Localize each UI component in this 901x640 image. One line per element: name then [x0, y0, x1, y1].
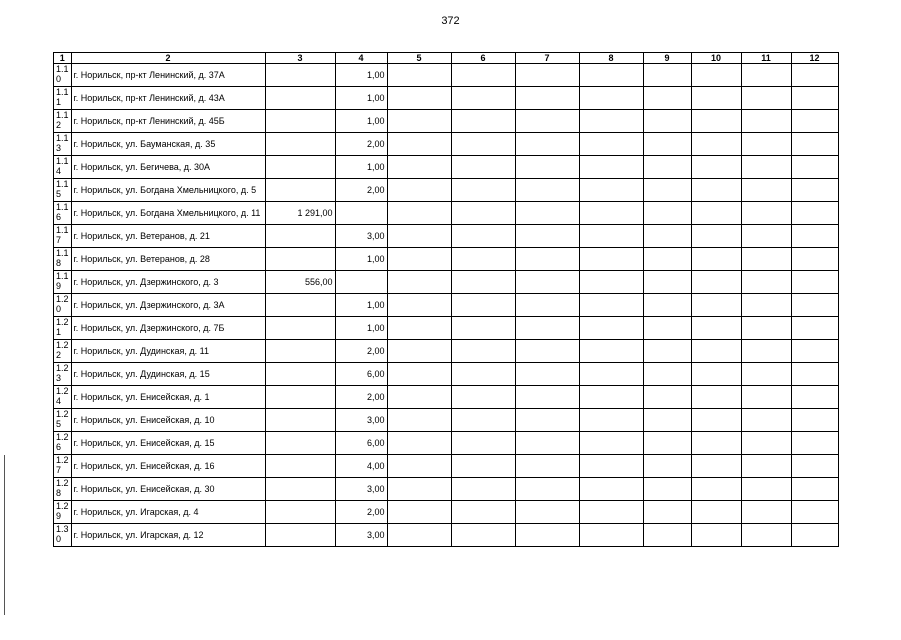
empty-cell-col-5 — [387, 363, 451, 386]
column-4-value — [335, 271, 387, 294]
address-cell: г. Норильск, ул. Дзержинского, д. 3А — [71, 294, 265, 317]
empty-cell-col-5 — [387, 409, 451, 432]
column-4-value: 3,00 — [335, 524, 387, 547]
empty-cell-col-12 — [791, 87, 838, 110]
empty-cell-col-12 — [791, 432, 838, 455]
empty-cell-col-7 — [515, 64, 579, 87]
address-cell: г. Норильск, ул. Игарская, д. 4 — [71, 501, 265, 524]
address-cell: г. Норильск, пр-кт Ленинский, д. 37А — [71, 64, 265, 87]
empty-cell-col-10 — [691, 317, 741, 340]
address-cell: г. Норильск, ул. Богдана Хмельницкого, д. 11 — [71, 202, 265, 225]
empty-cell-col-10 — [691, 179, 741, 202]
empty-cell-col-10 — [691, 455, 741, 478]
empty-cell-col-8 — [579, 363, 643, 386]
empty-cell-col-9 — [643, 271, 691, 294]
column-4-value: 1,00 — [335, 248, 387, 271]
empty-cell-col-12 — [791, 156, 838, 179]
empty-cell-col-6 — [451, 340, 515, 363]
row-number: 1.1 3 — [54, 133, 72, 156]
empty-cell-col-10 — [691, 340, 741, 363]
empty-cell-col-7 — [515, 363, 579, 386]
empty-cell-col-8 — [579, 202, 643, 225]
empty-cell-col-6 — [451, 110, 515, 133]
empty-cell-col-11 — [741, 64, 791, 87]
empty-cell-col-9 — [643, 133, 691, 156]
empty-cell-col-7 — [515, 133, 579, 156]
empty-cell-col-12 — [791, 478, 838, 501]
empty-cell-col-5 — [387, 455, 451, 478]
address-cell: г. Норильск, ул. Богдана Хмельницкого, д. 5 — [71, 179, 265, 202]
empty-cell-col-11 — [741, 363, 791, 386]
empty-cell-col-11 — [741, 340, 791, 363]
column-3-value — [265, 179, 335, 202]
row-number: 1.1 5 — [54, 179, 72, 202]
column-4-value — [335, 202, 387, 225]
column-4-value: 2,00 — [335, 501, 387, 524]
table-row — [54, 317, 839, 340]
empty-cell-col-12 — [791, 501, 838, 524]
empty-cell-col-9 — [643, 340, 691, 363]
empty-cell-col-6 — [451, 179, 515, 202]
empty-cell-col-9 — [643, 455, 691, 478]
column-header-10: 10 — [691, 53, 741, 64]
empty-cell-col-7 — [515, 501, 579, 524]
table-row — [54, 271, 839, 294]
address-cell: г. Норильск, ул. Дзержинского, д. 3 — [71, 271, 265, 294]
empty-cell-col-5 — [387, 271, 451, 294]
column-4-value: 6,00 — [335, 363, 387, 386]
empty-cell-col-5 — [387, 87, 451, 110]
header-row — [54, 53, 839, 64]
empty-cell-col-6 — [451, 501, 515, 524]
empty-cell-col-11 — [741, 386, 791, 409]
empty-cell-col-6 — [451, 524, 515, 547]
column-header-9: 9 — [643, 53, 691, 64]
address-cell: г. Норильск, ул. Енисейская, д. 15 — [71, 432, 265, 455]
row-number: 1.1 6 — [54, 202, 72, 225]
empty-cell-col-5 — [387, 225, 451, 248]
column-header-1: 1 — [54, 53, 72, 64]
row-number: 1.2 8 — [54, 478, 72, 501]
empty-cell-col-5 — [387, 317, 451, 340]
empty-cell-col-11 — [741, 248, 791, 271]
empty-cell-col-6 — [451, 432, 515, 455]
empty-cell-col-12 — [791, 294, 838, 317]
table-row — [54, 225, 839, 248]
empty-cell-col-9 — [643, 248, 691, 271]
empty-cell-col-5 — [387, 294, 451, 317]
empty-cell-col-10 — [691, 386, 741, 409]
empty-cell-col-6 — [451, 478, 515, 501]
empty-cell-col-6 — [451, 455, 515, 478]
empty-cell-col-7 — [515, 156, 579, 179]
empty-cell-col-5 — [387, 64, 451, 87]
empty-cell-col-11 — [741, 432, 791, 455]
empty-cell-col-8 — [579, 501, 643, 524]
empty-cell-col-11 — [741, 110, 791, 133]
empty-cell-col-11 — [741, 501, 791, 524]
empty-cell-col-5 — [387, 133, 451, 156]
empty-cell-col-5 — [387, 179, 451, 202]
empty-cell-col-8 — [579, 386, 643, 409]
table-body — [54, 64, 839, 547]
address-cell: г. Норильск, ул. Дудинская, д. 15 — [71, 363, 265, 386]
empty-cell-col-7 — [515, 271, 579, 294]
table-row — [54, 87, 839, 110]
empty-cell-col-7 — [515, 225, 579, 248]
address-cell: г. Норильск, ул. Енисейская, д. 1 — [71, 386, 265, 409]
row-number: 1.2 0 — [54, 294, 72, 317]
address-cell: г. Норильск, пр-кт Ленинский, д. 43А — [71, 87, 265, 110]
empty-cell-col-8 — [579, 179, 643, 202]
row-number: 1.1 8 — [54, 248, 72, 271]
table-row — [54, 179, 839, 202]
table-row — [54, 501, 839, 524]
row-number: 1.2 2 — [54, 340, 72, 363]
empty-cell-col-12 — [791, 455, 838, 478]
empty-cell-col-10 — [691, 478, 741, 501]
empty-cell-col-11 — [741, 133, 791, 156]
address-cell: г. Норильск, пр-кт Ленинский, д. 45Б — [71, 110, 265, 133]
empty-cell-col-8 — [579, 133, 643, 156]
column-3-value — [265, 363, 335, 386]
row-number: 1.1 9 — [54, 271, 72, 294]
empty-cell-col-9 — [643, 294, 691, 317]
empty-cell-col-6 — [451, 317, 515, 340]
empty-cell-col-9 — [643, 87, 691, 110]
empty-cell-col-9 — [643, 64, 691, 87]
empty-cell-col-9 — [643, 225, 691, 248]
empty-cell-col-6 — [451, 133, 515, 156]
column-4-value: 4,00 — [335, 455, 387, 478]
empty-cell-col-8 — [579, 409, 643, 432]
column-3-value: 1 291,00 — [265, 202, 335, 225]
empty-cell-col-7 — [515, 294, 579, 317]
empty-cell-col-7 — [515, 409, 579, 432]
table-row — [54, 478, 839, 501]
table-row — [54, 294, 839, 317]
column-4-value: 3,00 — [335, 478, 387, 501]
empty-cell-col-12 — [791, 110, 838, 133]
empty-cell-col-12 — [791, 363, 838, 386]
table-row — [54, 133, 839, 156]
column-4-value: 1,00 — [335, 110, 387, 133]
empty-cell-col-7 — [515, 340, 579, 363]
empty-cell-col-8 — [579, 294, 643, 317]
empty-cell-col-6 — [451, 156, 515, 179]
column-header-4: 4 — [335, 53, 387, 64]
empty-cell-col-6 — [451, 248, 515, 271]
row-number: 1.1 2 — [54, 110, 72, 133]
column-header-7: 7 — [515, 53, 579, 64]
empty-cell-col-11 — [741, 179, 791, 202]
scan-margin-line — [4, 455, 5, 615]
column-3-value — [265, 478, 335, 501]
address-cell: г. Норильск, ул. Ветеранов, д. 21 — [71, 225, 265, 248]
empty-cell-col-7 — [515, 455, 579, 478]
column-4-value: 2,00 — [335, 340, 387, 363]
empty-cell-col-5 — [387, 386, 451, 409]
empty-cell-col-9 — [643, 501, 691, 524]
column-3-value — [265, 225, 335, 248]
table-row — [54, 455, 839, 478]
column-4-value: 2,00 — [335, 133, 387, 156]
empty-cell-col-11 — [741, 225, 791, 248]
empty-cell-col-8 — [579, 524, 643, 547]
column-4-value: 1,00 — [335, 317, 387, 340]
table-row — [54, 524, 839, 547]
empty-cell-col-8 — [579, 317, 643, 340]
empty-cell-col-11 — [741, 294, 791, 317]
empty-cell-col-7 — [515, 524, 579, 547]
column-3-value — [265, 340, 335, 363]
column-3-value — [265, 455, 335, 478]
empty-cell-col-8 — [579, 110, 643, 133]
page-number: 372 — [441, 15, 460, 27]
empty-cell-col-9 — [643, 524, 691, 547]
empty-cell-col-8 — [579, 248, 643, 271]
column-4-value: 2,00 — [335, 386, 387, 409]
empty-cell-col-7 — [515, 478, 579, 501]
row-number: 1.2 1 — [54, 317, 72, 340]
address-cell: г. Норильск, ул. Енисейская, д. 10 — [71, 409, 265, 432]
empty-cell-col-8 — [579, 478, 643, 501]
empty-cell-col-11 — [741, 202, 791, 225]
column-header-11: 11 — [741, 53, 791, 64]
table-row — [54, 409, 839, 432]
empty-cell-col-11 — [741, 409, 791, 432]
table-row — [54, 64, 839, 87]
empty-cell-col-8 — [579, 455, 643, 478]
empty-cell-col-9 — [643, 432, 691, 455]
column-3-value — [265, 501, 335, 524]
empty-cell-col-12 — [791, 202, 838, 225]
empty-cell-col-10 — [691, 202, 741, 225]
empty-cell-col-8 — [579, 156, 643, 179]
table-row — [54, 432, 839, 455]
table-row — [54, 248, 839, 271]
empty-cell-col-6 — [451, 294, 515, 317]
empty-cell-col-6 — [451, 225, 515, 248]
empty-cell-col-6 — [451, 409, 515, 432]
empty-cell-col-10 — [691, 363, 741, 386]
column-4-value: 6,00 — [335, 432, 387, 455]
empty-cell-col-9 — [643, 478, 691, 501]
row-number: 1.3 0 — [54, 524, 72, 547]
column-4-value: 2,00 — [335, 179, 387, 202]
row-number: 1.2 6 — [54, 432, 72, 455]
empty-cell-col-12 — [791, 179, 838, 202]
column-header-6: 6 — [451, 53, 515, 64]
row-number: 1.2 9 — [54, 501, 72, 524]
column-header-12: 12 — [791, 53, 838, 64]
column-3-value — [265, 248, 335, 271]
empty-cell-col-10 — [691, 110, 741, 133]
empty-cell-col-10 — [691, 432, 741, 455]
empty-cell-col-12 — [791, 225, 838, 248]
column-header-8: 8 — [579, 53, 643, 64]
table-row — [54, 202, 839, 225]
row-number: 1.2 3 — [54, 363, 72, 386]
empty-cell-col-6 — [451, 202, 515, 225]
empty-cell-col-6 — [451, 363, 515, 386]
column-3-value — [265, 386, 335, 409]
empty-cell-col-5 — [387, 202, 451, 225]
column-3-value — [265, 409, 335, 432]
empty-cell-col-7 — [515, 110, 579, 133]
column-3-value: 556,00 — [265, 271, 335, 294]
empty-cell-col-10 — [691, 156, 741, 179]
address-cell: г. Норильск, ул. Бегичева, д. 30А — [71, 156, 265, 179]
table-row — [54, 386, 839, 409]
empty-cell-col-10 — [691, 271, 741, 294]
empty-cell-col-5 — [387, 524, 451, 547]
row-number: 1.1 0 — [54, 64, 72, 87]
column-4-value: 1,00 — [335, 87, 387, 110]
empty-cell-col-11 — [741, 524, 791, 547]
table-row — [54, 340, 839, 363]
empty-cell-col-10 — [691, 87, 741, 110]
empty-cell-col-11 — [741, 87, 791, 110]
empty-cell-col-6 — [451, 87, 515, 110]
empty-cell-col-7 — [515, 179, 579, 202]
empty-cell-col-5 — [387, 110, 451, 133]
empty-cell-col-5 — [387, 156, 451, 179]
empty-cell-col-9 — [643, 317, 691, 340]
address-cell: г. Норильск, ул. Енисейская, д. 16 — [71, 455, 265, 478]
empty-cell-col-11 — [741, 317, 791, 340]
empty-cell-col-9 — [643, 363, 691, 386]
empty-cell-col-5 — [387, 432, 451, 455]
empty-cell-col-7 — [515, 432, 579, 455]
address-cell: г. Норильск, ул. Дзержинского, д. 7Б — [71, 317, 265, 340]
column-3-value — [265, 294, 335, 317]
column-3-value — [265, 110, 335, 133]
empty-cell-col-12 — [791, 524, 838, 547]
column-3-value — [265, 432, 335, 455]
empty-cell-col-6 — [451, 386, 515, 409]
empty-cell-col-8 — [579, 432, 643, 455]
empty-cell-col-9 — [643, 110, 691, 133]
column-3-value — [265, 87, 335, 110]
column-4-value: 1,00 — [335, 64, 387, 87]
column-4-value: 3,00 — [335, 409, 387, 432]
column-header-2: 2 — [71, 53, 265, 64]
empty-cell-col-10 — [691, 294, 741, 317]
empty-cell-col-7 — [515, 87, 579, 110]
column-header-5: 5 — [387, 53, 451, 64]
row-number: 1.1 1 — [54, 87, 72, 110]
address-cell: г. Норильск, ул. Игарская, д. 12 — [71, 524, 265, 547]
empty-cell-col-9 — [643, 386, 691, 409]
column-3-value — [265, 317, 335, 340]
empty-cell-col-11 — [741, 156, 791, 179]
empty-cell-col-9 — [643, 156, 691, 179]
empty-cell-col-5 — [387, 478, 451, 501]
empty-cell-col-12 — [791, 64, 838, 87]
row-number: 1.1 7 — [54, 225, 72, 248]
table-row — [54, 110, 839, 133]
empty-cell-col-8 — [579, 87, 643, 110]
empty-cell-col-9 — [643, 202, 691, 225]
empty-cell-col-9 — [643, 179, 691, 202]
column-header-3: 3 — [265, 53, 335, 64]
empty-cell-col-9 — [643, 409, 691, 432]
column-3-value — [265, 64, 335, 87]
empty-cell-col-12 — [791, 386, 838, 409]
empty-cell-col-10 — [691, 409, 741, 432]
column-4-value: 1,00 — [335, 294, 387, 317]
data-table — [53, 52, 839, 547]
address-cell: г. Норильск, ул. Бауманская, д. 35 — [71, 133, 265, 156]
row-number: 1.2 7 — [54, 455, 72, 478]
empty-cell-col-6 — [451, 271, 515, 294]
empty-cell-col-11 — [741, 271, 791, 294]
empty-cell-col-8 — [579, 225, 643, 248]
empty-cell-col-12 — [791, 340, 838, 363]
column-4-value: 3,00 — [335, 225, 387, 248]
empty-cell-col-10 — [691, 64, 741, 87]
empty-cell-col-12 — [791, 271, 838, 294]
empty-cell-col-12 — [791, 133, 838, 156]
empty-cell-col-5 — [387, 340, 451, 363]
column-3-value — [265, 156, 335, 179]
empty-cell-col-10 — [691, 248, 741, 271]
column-3-value — [265, 133, 335, 156]
empty-cell-col-12 — [791, 409, 838, 432]
row-number: 1.2 5 — [54, 409, 72, 432]
empty-cell-col-8 — [579, 271, 643, 294]
address-cell: г. Норильск, ул. Ветеранов, д. 28 — [71, 248, 265, 271]
column-3-value — [265, 524, 335, 547]
empty-cell-col-10 — [691, 133, 741, 156]
empty-cell-col-12 — [791, 317, 838, 340]
address-cell: г. Норильск, ул. Енисейская, д. 30 — [71, 478, 265, 501]
address-cell: г. Норильск, ул. Дудинская, д. 11 — [71, 340, 265, 363]
empty-cell-col-7 — [515, 317, 579, 340]
empty-cell-col-6 — [451, 64, 515, 87]
empty-cell-col-10 — [691, 501, 741, 524]
empty-cell-col-11 — [741, 455, 791, 478]
empty-cell-col-7 — [515, 202, 579, 225]
empty-cell-col-8 — [579, 64, 643, 87]
table-row — [54, 363, 839, 386]
empty-cell-col-10 — [691, 225, 741, 248]
row-number: 1.1 4 — [54, 156, 72, 179]
row-number: 1.2 4 — [54, 386, 72, 409]
empty-cell-col-10 — [691, 524, 741, 547]
empty-cell-col-11 — [741, 478, 791, 501]
empty-cell-col-5 — [387, 501, 451, 524]
table-row — [54, 156, 839, 179]
empty-cell-col-7 — [515, 248, 579, 271]
empty-cell-col-8 — [579, 340, 643, 363]
column-4-value: 1,00 — [335, 156, 387, 179]
empty-cell-col-5 — [387, 248, 451, 271]
empty-cell-col-7 — [515, 386, 579, 409]
empty-cell-col-12 — [791, 248, 838, 271]
